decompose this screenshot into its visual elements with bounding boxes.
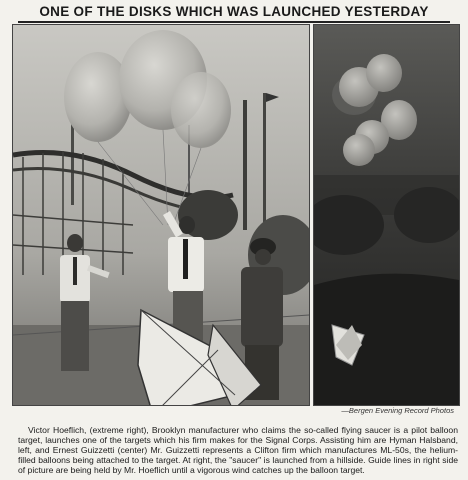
photo-launch-crew	[12, 24, 310, 406]
photo-credit: —Bergen Evening Record Photos	[341, 406, 454, 415]
photo-caption: Victor Hoeflich, (extreme right), Brooklyn manufacturer who claims the so-called flying saucer is a pilot balloon target, launches one of the targets which his firm makes for the Signal Corps. Assisting him are Hyman Halsband, left, and Ernest Guizzetti (center) Mr. Guizzetti represents a Clifton firm which manufactures ML-50s, the helium-filled balloons being attached to the target. At right, the "saucer" is launched from a hillside. Guide lines in right side of picture are being held by Mr. Hoeflich until a vigorous wind catches up the balloon target.	[18, 424, 458, 476]
photo-saucer-launch-image	[314, 25, 459, 405]
photo-saucer-launch	[313, 24, 460, 406]
headline: ONE OF THE DISKS WHICH WAS LAUNCHED YESTERDAY	[18, 3, 450, 23]
photo-launch-crew-image	[13, 25, 309, 405]
